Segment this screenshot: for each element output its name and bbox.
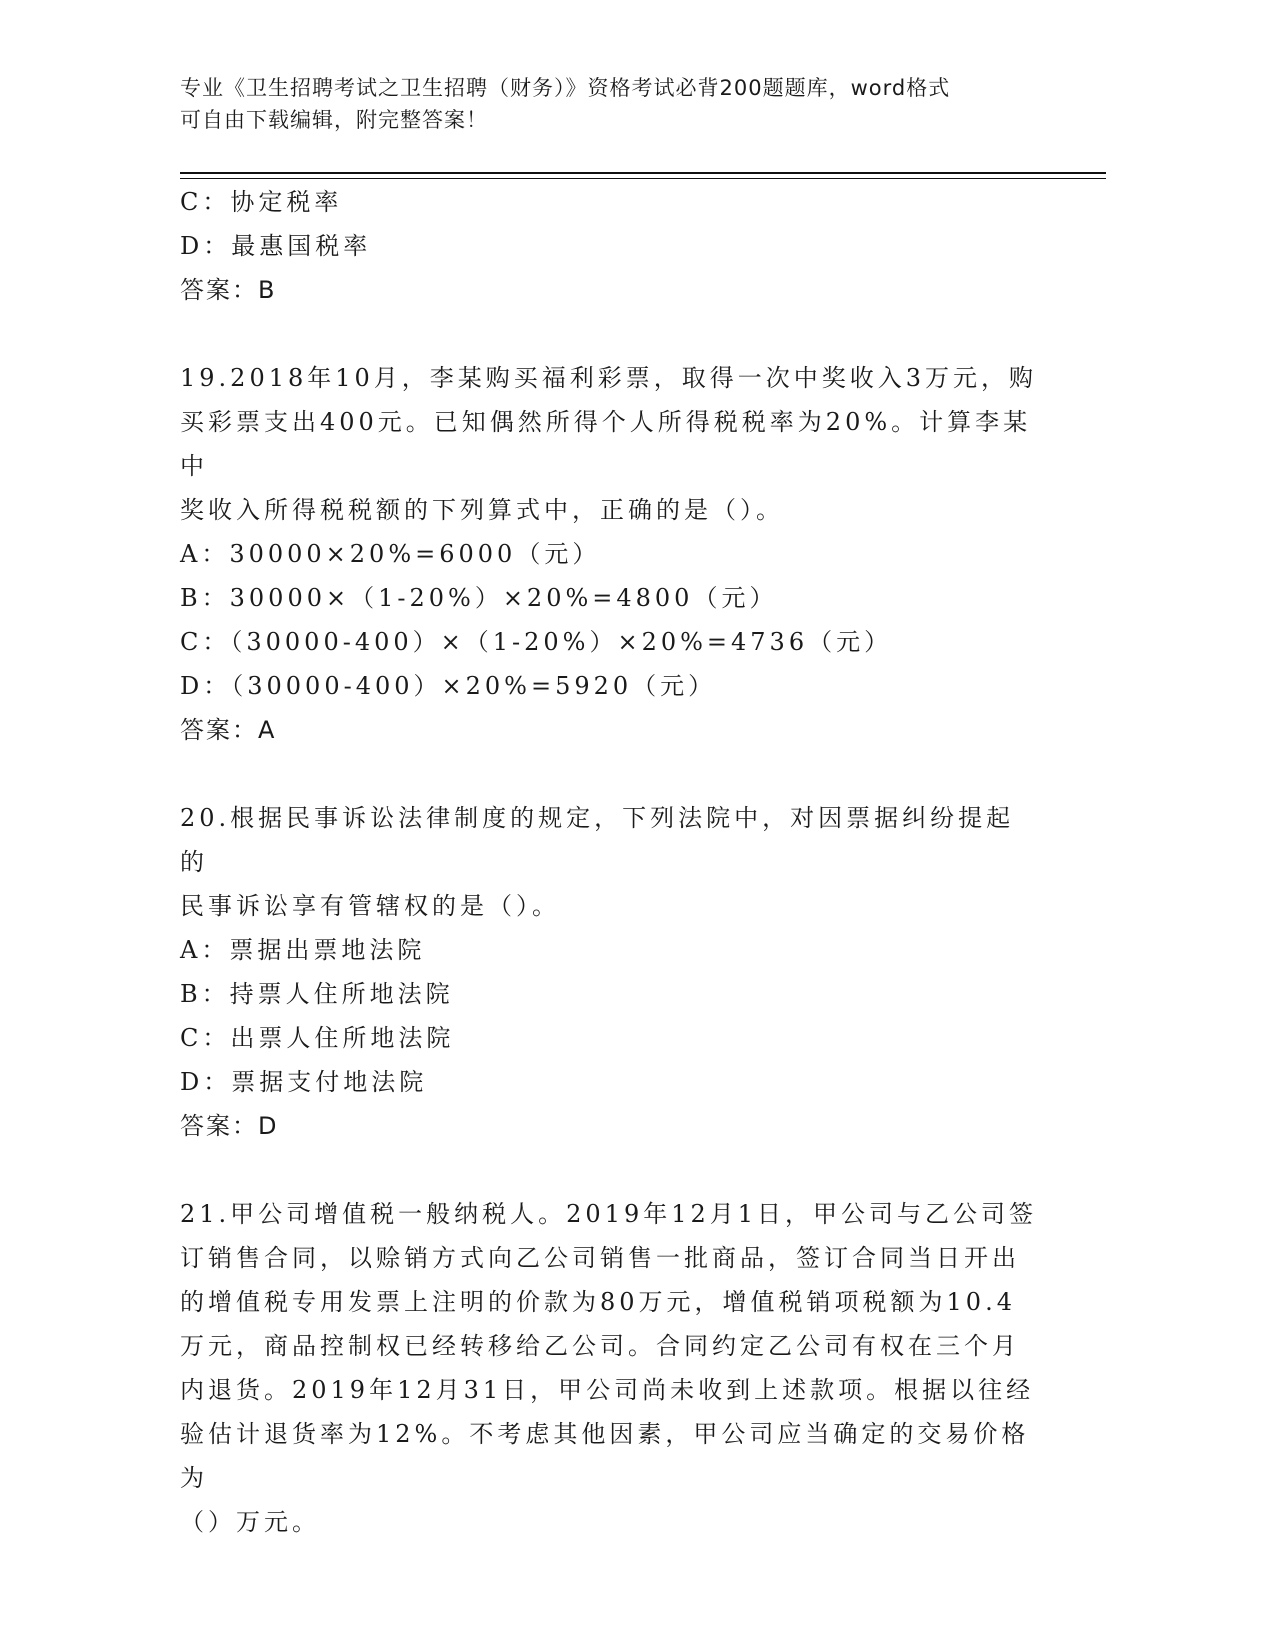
answer-line: 答案：B xyxy=(180,276,277,304)
option-c: C：出票人住所地法院 xyxy=(180,1024,455,1052)
option-b: B：30000×（1-20%）×20%=4800（元） xyxy=(180,584,778,612)
option-a: A：30000×20%=6000（元） xyxy=(180,540,601,568)
option-b: B：持票人住所地法院 xyxy=(180,980,454,1008)
answer-line: 答案：A xyxy=(180,716,277,744)
question-text-line: 万元，商品控制权已经转移给乙公司。合同约定乙公司有权在三个月 xyxy=(180,1332,1020,1360)
question-19 xyxy=(180,356,1040,752)
spacer xyxy=(180,752,1040,796)
question-text-line: 验估计退货率为12%。不考虑其他因素，甲公司应当确定的交易价格为 xyxy=(180,1420,1030,1492)
answer-line: 答案：D xyxy=(180,1112,279,1140)
question-text-line: 订销售合同，以赊销方式向乙公司销售一批商品，签订合同当日开出 xyxy=(180,1244,1020,1272)
question-20 xyxy=(180,796,1040,1148)
question-text-line: （）万元。 xyxy=(180,1508,320,1536)
question-21 xyxy=(180,1192,1040,1544)
previous-question-tail xyxy=(180,180,1040,312)
spacer xyxy=(180,1148,1040,1192)
option-d: D：票据支付地法院 xyxy=(180,1068,428,1096)
question-text-line: 内退货。2019年12月31日，甲公司尚未收到上述款项。根据以往经 xyxy=(180,1376,1035,1404)
question-text-line: 奖收入所得税税额的下列算式中，正确的是（）。 xyxy=(180,496,784,524)
document-header xyxy=(180,72,1060,136)
option-d: D：最惠国税率 xyxy=(180,232,372,260)
question-text-line: 20.根据民事诉讼法律制度的规定，下列法院中，对因票据纠纷提起的 xyxy=(180,804,1015,876)
option-c: C：（30000-400）×（1-20%）×20%=4736（元） xyxy=(180,628,893,656)
header-rule-thin xyxy=(180,178,1106,179)
question-text-line: 买彩票支出400元。已知偶然所得个人所得税税率为20%。计算李某中 xyxy=(180,408,1032,480)
document-body xyxy=(180,180,1040,1544)
question-text-line: 民事诉讼享有管辖权的是（）。 xyxy=(180,892,560,920)
question-text-line: 的增值税专用发票上注明的价款为80万元，增值税销项税额为10.4 xyxy=(180,1288,1016,1316)
header-rule-thick xyxy=(180,172,1106,174)
option-a: A：票据出票地法院 xyxy=(180,936,426,964)
option-d: D：（30000-400）×20%=5920（元） xyxy=(180,672,717,700)
question-text-line: 21.甲公司增值税一般纳税人。2019年12月1日，甲公司与乙公司签 xyxy=(180,1200,1038,1228)
header-line-1: 专业《卫生招聘考试之卫生招聘（财务）》资格考试必背200题题库，word格式 xyxy=(180,76,951,100)
spacer xyxy=(180,312,1040,356)
option-c: C：协定税率 xyxy=(180,188,343,216)
header-line-2: 可自由下载编辑，附完整答案！ xyxy=(180,108,488,132)
question-text-line: 19.2018年10月，李某购买福利彩票，取得一次中奖收入3万元，购 xyxy=(180,364,1038,392)
